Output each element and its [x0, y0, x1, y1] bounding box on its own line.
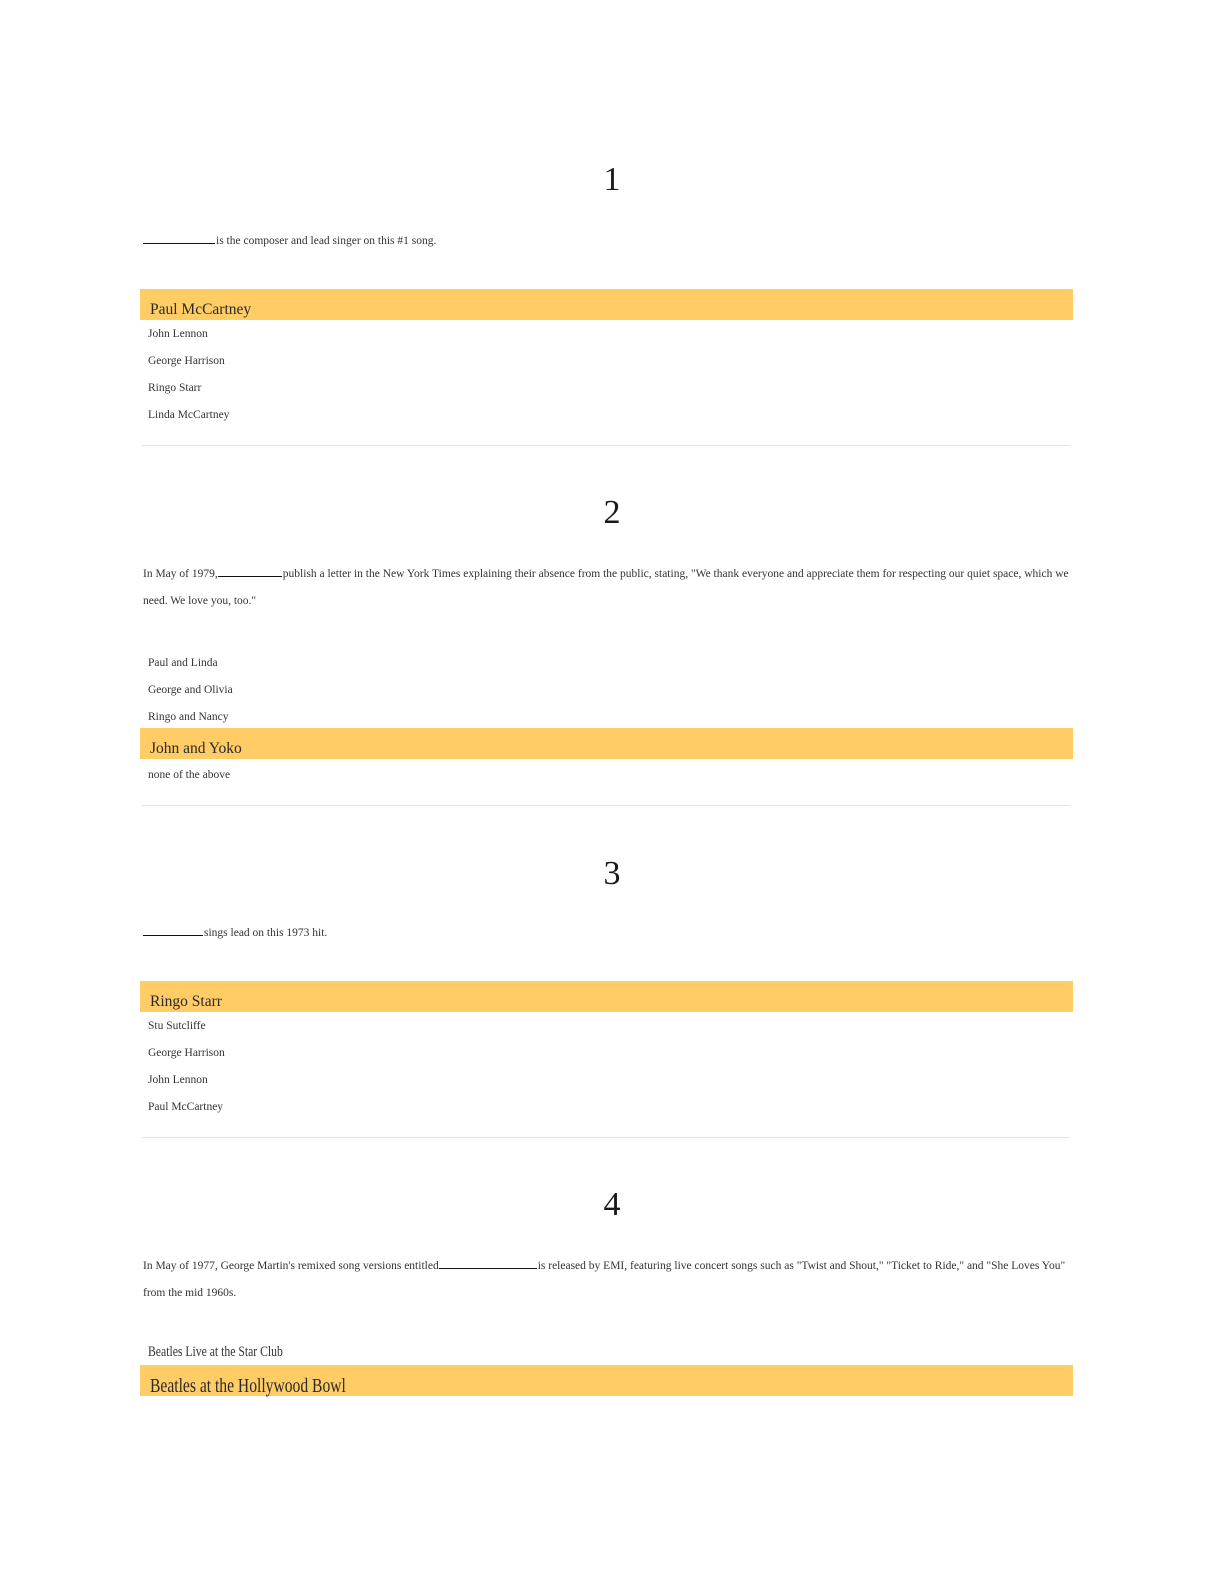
answer-option[interactable]: Paul and Linda	[148, 657, 218, 669]
divider	[142, 445, 1070, 446]
prompt-text: is the composer and lead singer on this #1 song.	[216, 235, 437, 247]
answer-option[interactable]: none of the above	[148, 769, 231, 781]
option-label: Ringo Starr	[150, 993, 222, 1010]
answer-blank	[439, 1256, 537, 1269]
answer-option[interactable]: George Harrison	[148, 355, 225, 367]
answer-option[interactable]: Ringo and Nancy	[148, 711, 229, 723]
prompt-text: is released by EMI, featuring live concert songs such as "Twist and Shout," "Ticket to Ride," and "She Loves You" from the mid 1960s.	[143, 1260, 1066, 1299]
question-number: 1	[603, 161, 621, 198]
prompt-text: sings lead on this 1973 hit.	[204, 927, 328, 939]
question-number: 4	[603, 1186, 621, 1223]
answer-blank	[218, 564, 282, 577]
answer-option[interactable]: John Lennon	[148, 328, 208, 340]
answer-option-selected[interactable]	[140, 728, 1073, 759]
prompt-text: In May of 1977, George Martin's remixed song versions entitled	[143, 1260, 439, 1272]
prompt-text: In May of 1979,	[143, 568, 218, 580]
option-label: Beatles at the Hollywood Bowl	[150, 1375, 346, 1397]
answer-option[interactable]: George and Olivia	[148, 684, 233, 696]
answer-option[interactable]: Paul McCartney	[148, 1101, 224, 1113]
question-prompt	[143, 561, 1073, 615]
prompt-text: publish a letter in the New York Times explaining their absence from the public, stating, "We thank everyone and appreciate them for respecting our quiet space, which we need. We love you, too."	[143, 568, 1069, 607]
question-number: 3	[603, 855, 621, 892]
divider	[142, 1137, 1070, 1138]
divider	[142, 805, 1070, 806]
answer-blank	[143, 923, 203, 936]
answer-option[interactable]: Stu Sutcliffe	[148, 1020, 206, 1032]
answer-option-selected[interactable]	[140, 981, 1073, 1012]
question-prompt	[143, 1253, 1073, 1307]
answer-blank	[143, 231, 215, 244]
answer-option[interactable]: Ringo Starr	[148, 382, 202, 394]
option-label: Paul McCartney	[150, 301, 252, 318]
answer-option[interactable]: George Harrison	[148, 1047, 225, 1059]
question-prompt	[143, 228, 1073, 255]
answer-option[interactable]: John Lennon	[148, 1074, 208, 1086]
answer-option[interactable]: Linda McCartney	[148, 409, 230, 421]
answer-option-selected[interactable]	[140, 289, 1073, 320]
answer-option-selected[interactable]	[140, 1365, 1073, 1396]
question-number: 2	[603, 494, 621, 531]
answer-option[interactable]: Beatles Live at the Star Club	[148, 1344, 283, 1360]
option-label: John and Yoko	[150, 740, 242, 757]
question-prompt	[143, 920, 1073, 947]
